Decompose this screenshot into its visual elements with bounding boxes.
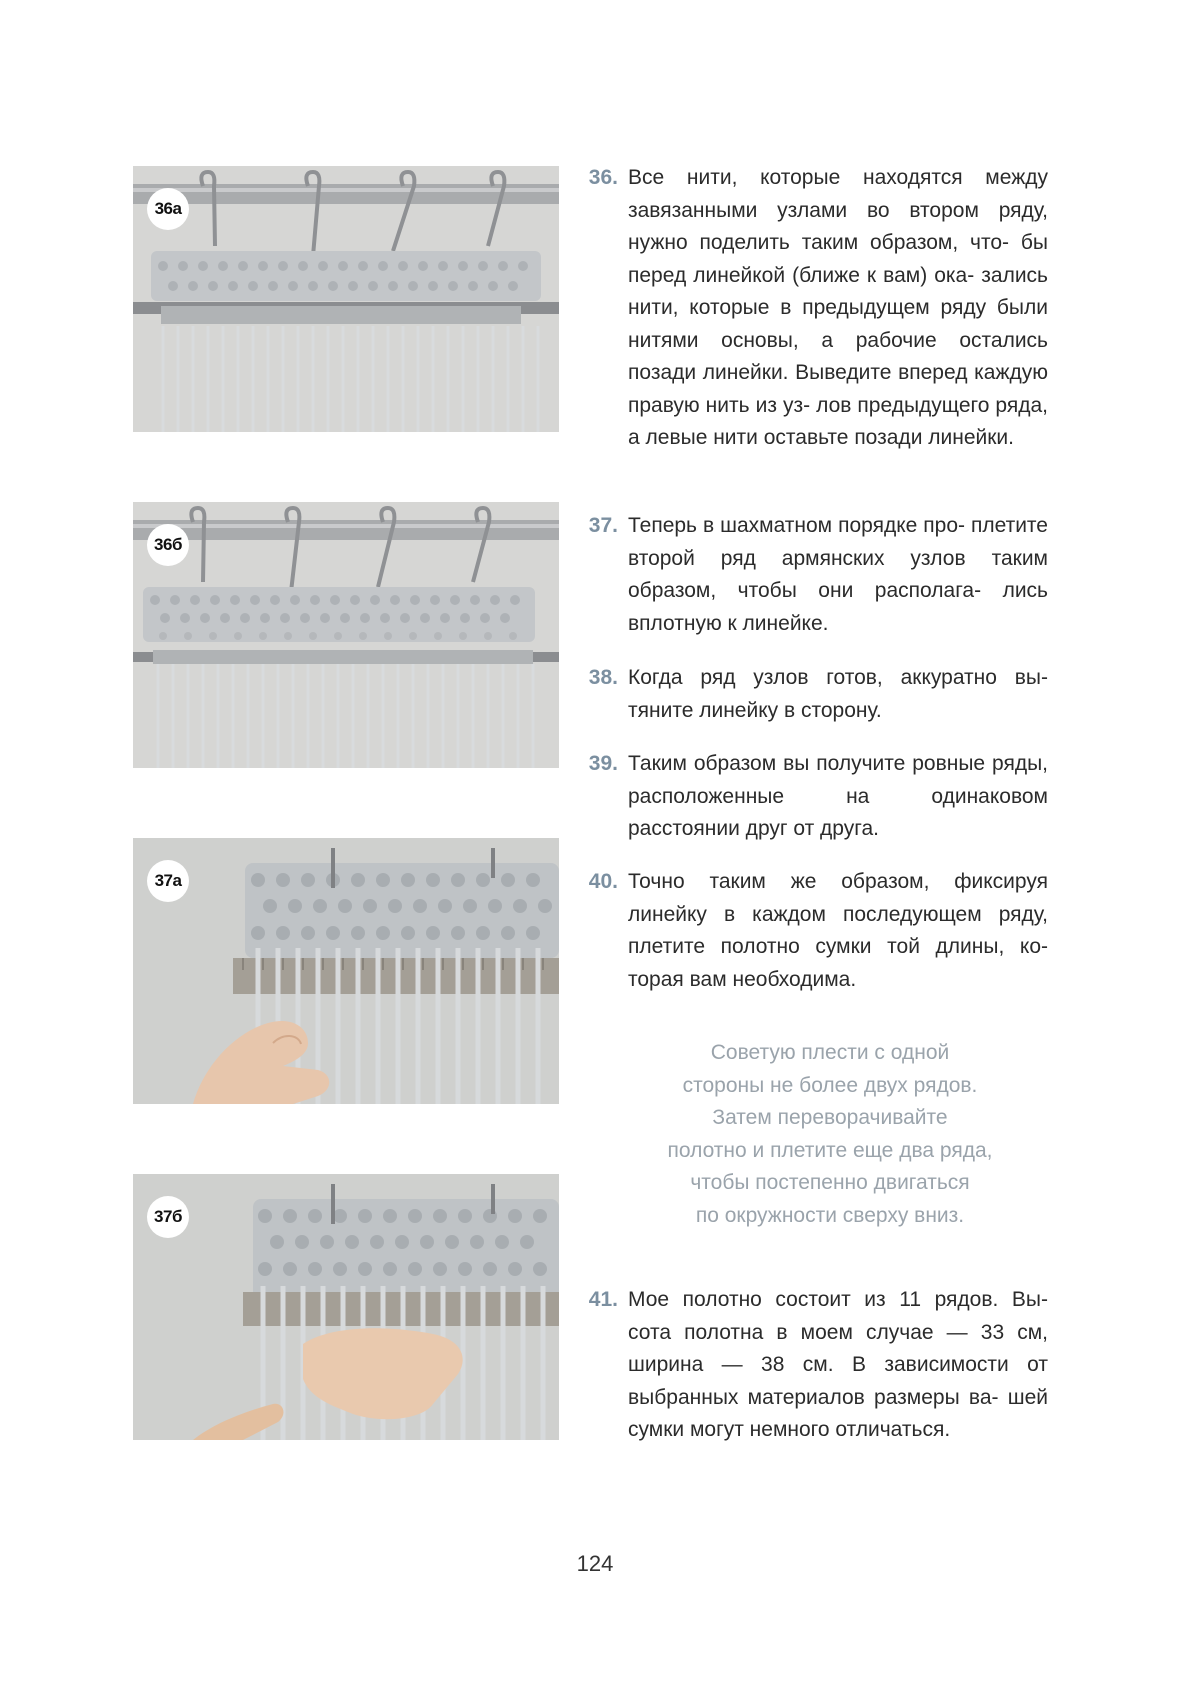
tip-line: чтобы постепенно двигаться [690, 1171, 970, 1194]
photo-36a [133, 166, 559, 432]
step-number: 40. [588, 870, 618, 893]
step-text: Мое полотно состоит из 11 рядов. Вы- сота полотна в моем случае — 33 см, ширина — 38 см. В зависимости от выбранных материалов размеры ва- шей сумки могут немного отличаться. [628, 1288, 1048, 1441]
photo-label: 37б [147, 1196, 189, 1238]
step-number: 39. [588, 752, 618, 775]
photo-36b-image [133, 502, 559, 768]
photo-label: 36б [147, 524, 189, 566]
step-text: Таким образом вы получите ровные ряды, расположенные на одинаковом расстоянии друг от друга. [628, 752, 1048, 840]
step-text: Точно таким же образом, фиксируя линейку в каждом последующем ряду, плетите полотно сумки той длины, ко- торая вам необходима. [628, 870, 1048, 991]
step-text: Когда ряд узлов готов, аккуратно вы- тяните линейку в сторону. [628, 666, 1048, 722]
photo-37b [133, 1174, 559, 1440]
photo-36b [133, 502, 559, 768]
photo-37a-image [133, 838, 559, 1104]
tip-line: по окружности сверху вниз. [695, 1203, 965, 1227]
step-text: Все нити, которые находятся между завязанными узлами во втором ряду, нужно поделить таким образом, что- бы перед линейкой (ближе к вам) ока- зались нити, которые в предыдущем ряду были нитями основы, а рабочие остались позади линейки. Выведите вперед каждую правую нить из уз- лов предыдущего ряда, а левые нити оставьте позади линейки. [628, 166, 1048, 449]
step-number: 38. [588, 666, 618, 689]
photo-label: 36а [147, 188, 189, 230]
step-number: 37. [588, 514, 618, 537]
step-text: Теперь в шахматном порядке про- плетите второй ряд армянских узлов таким образом, чтобы они располага- лись вплотную к линейке. [628, 514, 1048, 635]
tip-line: стороны не более двух рядов. [682, 1073, 978, 1097]
tip-line: полотно и плетите еще два ряда, [667, 1138, 993, 1162]
photo-label: 37а [147, 860, 189, 902]
tip-line: Затем переворачивайте [712, 1106, 948, 1129]
photo-36a-image [133, 166, 559, 432]
step-number: 36. [588, 166, 618, 189]
photo-37a [133, 838, 559, 1104]
tip-note [640, 1037, 1020, 1232]
page-number: 124 [576, 1551, 614, 1576]
tip-line: Советую плести с одной [710, 1041, 950, 1064]
photo-37b-image [133, 1174, 559, 1440]
step-number: 41. [588, 1288, 618, 1311]
